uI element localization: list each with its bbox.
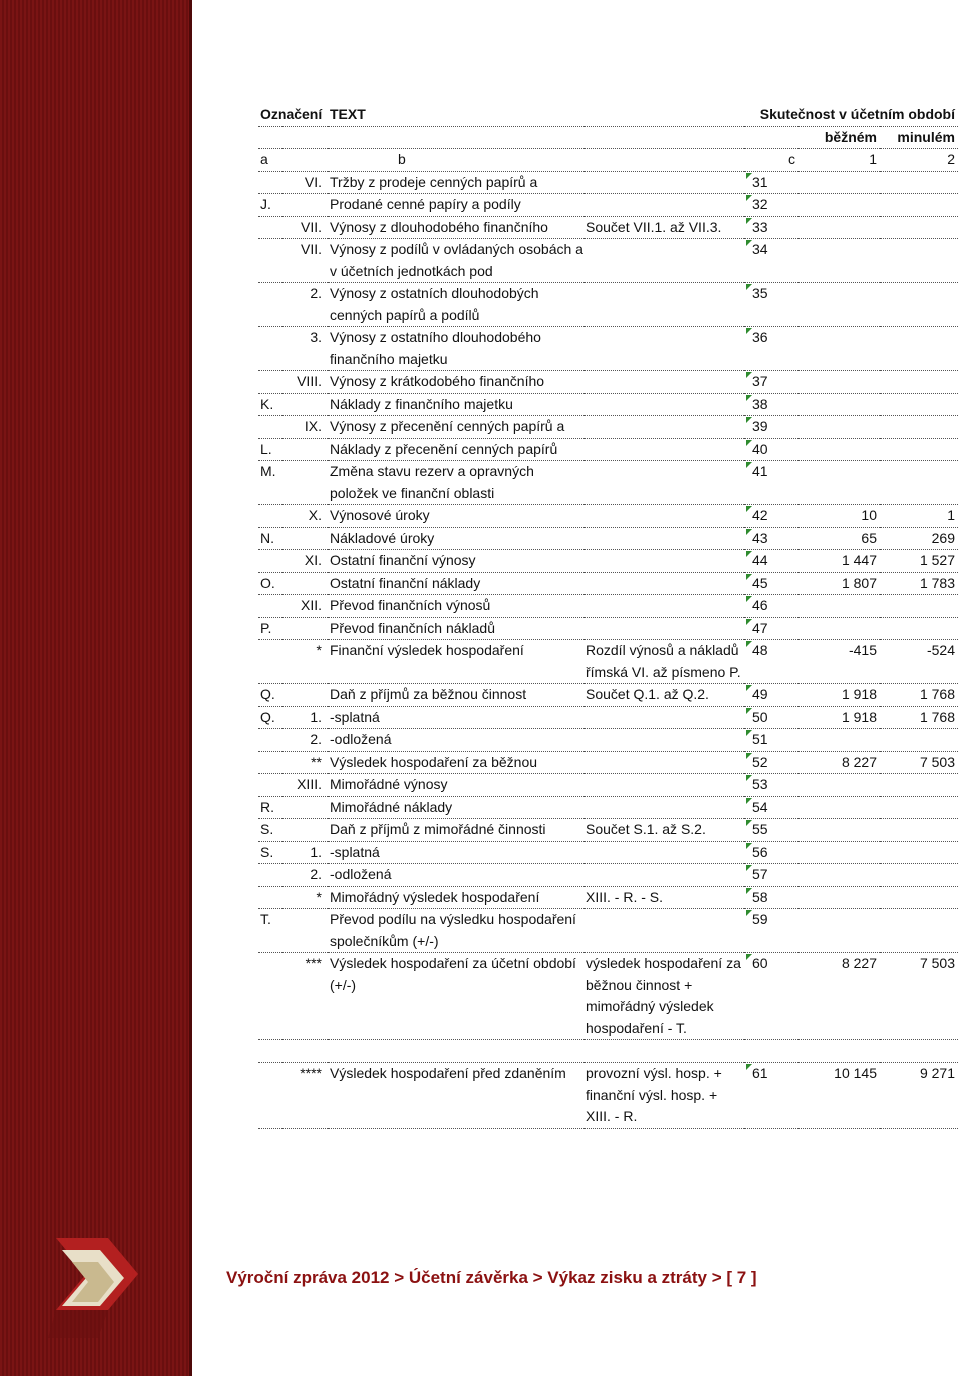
row-text: Výsledek hospodaření před zdaněním [328, 1063, 584, 1129]
row-value-bezne: 1 918 [798, 684, 880, 707]
row-code: 49 [744, 684, 798, 707]
row-formula [584, 595, 744, 618]
row-formula [584, 393, 744, 416]
table-row [258, 505, 958, 528]
row-mark [258, 283, 282, 327]
row-roman: 2. [282, 864, 328, 887]
row-value-bezne: -415 [798, 640, 880, 684]
row-text: Výsledek hospodaření za účetní období (+/-) [328, 953, 584, 1040]
row-formula [584, 239, 744, 283]
row-value-minule: 1 [880, 505, 958, 528]
header-row-periods [258, 126, 958, 149]
row-mark [258, 953, 282, 1040]
row-mark [258, 640, 282, 684]
row-code: 58 [744, 886, 798, 909]
income-statement-table [258, 104, 958, 1129]
row-mark [258, 595, 282, 618]
row-value-bezne: 1 807 [798, 572, 880, 595]
row-mark [258, 729, 282, 752]
row-code: 40 [744, 438, 798, 461]
row-roman [282, 438, 328, 461]
col-skutecnost: Skutečnost v účetním období [744, 104, 958, 126]
row-code: 61 [744, 1063, 798, 1129]
table-row [258, 216, 958, 239]
table-row [258, 841, 958, 864]
row-text: -odložená [328, 729, 584, 752]
row-value-minule [880, 595, 958, 618]
subheader-row [258, 149, 958, 172]
row-value-bezne [798, 327, 880, 371]
row-formula: Součet Q.1. až Q.2. [584, 684, 744, 707]
row-code: 39 [744, 416, 798, 439]
row-mark: M. [258, 461, 282, 505]
row-text: Výsledek hospodaření za běžnou [328, 751, 584, 774]
table-row [258, 886, 958, 909]
row-text: Daň z příjmů z mimořádné činnosti [328, 819, 584, 842]
row-value-bezne [798, 438, 880, 461]
row-mark [258, 1063, 282, 1129]
col-minule: minulém [880, 126, 958, 149]
row-mark: S. [258, 819, 282, 842]
row-formula [584, 527, 744, 550]
row-mark: S. [258, 841, 282, 864]
row-mark: O. [258, 572, 282, 595]
row-value-minule [880, 909, 958, 953]
row-value-bezne [798, 909, 880, 953]
row-value-minule [880, 796, 958, 819]
row-mark: Q. [258, 684, 282, 707]
row-roman: XII. [282, 595, 328, 618]
col-oznaceni: Označení [258, 104, 328, 126]
row-value-bezne [798, 171, 880, 194]
row-roman [282, 194, 328, 217]
row-roman [282, 393, 328, 416]
row-roman: 2. [282, 283, 328, 327]
row-mark: N. [258, 527, 282, 550]
row-code: 35 [744, 283, 798, 327]
row-formula [584, 617, 744, 640]
row-roman [282, 572, 328, 595]
row-formula [584, 416, 744, 439]
row-value-minule: 7 503 [880, 953, 958, 1040]
row-code: 60 [744, 953, 798, 1040]
row-code: 31 [744, 171, 798, 194]
row-code: 33 [744, 216, 798, 239]
table-row [258, 617, 958, 640]
row-roman [282, 909, 328, 953]
row-mark: Q. [258, 706, 282, 729]
row-value-minule [880, 194, 958, 217]
row-value-minule [880, 171, 958, 194]
row-value-bezne [798, 595, 880, 618]
row-roman: * [282, 640, 328, 684]
row-code: 53 [744, 774, 798, 797]
table-row [258, 819, 958, 842]
row-value-bezne: 8 227 [798, 751, 880, 774]
row-text: Výnosy z krátkodobého finančního [328, 371, 584, 394]
row-formula: Součet S.1. až S.2. [584, 819, 744, 842]
table-row [258, 572, 958, 595]
table-row [258, 393, 958, 416]
table-row [258, 416, 958, 439]
row-value-bezne: 10 [798, 505, 880, 528]
row-mark: J. [258, 194, 282, 217]
row-text: Finanční výsledek hospodaření [328, 640, 584, 684]
row-formula [584, 327, 744, 371]
row-value-minule [880, 371, 958, 394]
header-row [258, 104, 958, 126]
table-row [258, 909, 958, 953]
row-value-bezne [798, 416, 880, 439]
sub-1: 1 [798, 149, 880, 172]
row-code: 45 [744, 572, 798, 595]
row-value-minule [880, 283, 958, 327]
row-roman: 1. [282, 706, 328, 729]
row-text: Výnosy z podílů v ovládaných osobách a v účetních jednotkách pod [328, 239, 584, 283]
row-mark [258, 550, 282, 573]
row-text: Výnosy z ostatního dlouhodobého finančního majetku [328, 327, 584, 371]
row-text: Výnosy z přecenění cenných papírů a [328, 416, 584, 439]
income-statement-table-wrap [258, 104, 958, 1129]
row-value-bezne: 10 145 [798, 1063, 880, 1129]
row-text: -splatná [328, 706, 584, 729]
row-formula [584, 729, 744, 752]
row-value-minule [880, 416, 958, 439]
row-roman: X. [282, 505, 328, 528]
row-roman [282, 819, 328, 842]
sub-b: b [328, 149, 744, 172]
row-value-bezne [798, 774, 880, 797]
row-text: Ostatní finanční výnosy [328, 550, 584, 573]
row-value-minule: 1 768 [880, 706, 958, 729]
row-text: Ostatní finanční náklady [328, 572, 584, 595]
row-value-minule: 1 783 [880, 572, 958, 595]
row-value-minule [880, 239, 958, 283]
row-text: -odložená [328, 864, 584, 887]
row-text: Převod podílu na výsledku hospodaření společníkům (+/-) [328, 909, 584, 953]
row-code: 59 [744, 909, 798, 953]
table-row [258, 595, 958, 618]
row-code: 42 [744, 505, 798, 528]
row-text: Náklady z finančního majetku [328, 393, 584, 416]
arrow-logo-icon [48, 1238, 138, 1338]
row-roman: VIII. [282, 371, 328, 394]
row-value-minule [880, 393, 958, 416]
row-mark: R. [258, 796, 282, 819]
table-row [258, 774, 958, 797]
row-formula [584, 438, 744, 461]
row-roman: VI. [282, 171, 328, 194]
row-value-bezne: 1 918 [798, 706, 880, 729]
row-formula [584, 706, 744, 729]
row-value-minule [880, 216, 958, 239]
row-roman [282, 796, 328, 819]
row-roman: 2. [282, 729, 328, 752]
row-value-minule: 1 768 [880, 684, 958, 707]
row-code: 48 [744, 640, 798, 684]
table-row [258, 171, 958, 194]
row-value-bezne [798, 239, 880, 283]
row-mark [258, 371, 282, 394]
row-mark [258, 416, 282, 439]
row-formula [584, 171, 744, 194]
table-row [258, 461, 958, 505]
row-text: Mimořádný výsledek hospodaření [328, 886, 584, 909]
row-value-bezne [798, 194, 880, 217]
sub-2: 2 [880, 149, 958, 172]
row-value-bezne [798, 819, 880, 842]
row-value-minule: -524 [880, 640, 958, 684]
row-roman: 1. [282, 841, 328, 864]
table-row [258, 684, 958, 707]
row-code: 52 [744, 751, 798, 774]
row-text: Tržby z prodeje cenných papírů a [328, 171, 584, 194]
row-code: 38 [744, 393, 798, 416]
row-formula: XIII. - R. - S. [584, 886, 744, 909]
row-value-minule [880, 819, 958, 842]
row-code: 43 [744, 527, 798, 550]
row-code: 32 [744, 194, 798, 217]
table-row [258, 796, 958, 819]
row-text: Mimořádné náklady [328, 796, 584, 819]
row-value-minule [880, 461, 958, 505]
row-formula [584, 194, 744, 217]
row-text: Prodané cenné papíry a podíly [328, 194, 584, 217]
row-value-minule: 269 [880, 527, 958, 550]
table-row [258, 706, 958, 729]
row-formula: Součet VII.1. až VII.3. [584, 216, 744, 239]
row-code: 34 [744, 239, 798, 283]
table-row [258, 1063, 958, 1129]
row-mark: P. [258, 617, 282, 640]
row-value-bezne: 8 227 [798, 953, 880, 1040]
row-mark: K. [258, 393, 282, 416]
row-value-bezne: 65 [798, 527, 880, 550]
table-row [258, 640, 958, 684]
row-text: -splatná [328, 841, 584, 864]
row-roman [282, 527, 328, 550]
row-value-minule [880, 886, 958, 909]
row-mark [258, 216, 282, 239]
table-row [258, 953, 958, 1040]
col-bezne: běžném [798, 126, 880, 149]
row-mark [258, 239, 282, 283]
row-code: 54 [744, 796, 798, 819]
row-text: Výnosy z ostatních dlouhodobých cenných papírů a podílů [328, 283, 584, 327]
row-roman: *** [282, 953, 328, 1040]
row-mark [258, 751, 282, 774]
row-mark: T. [258, 909, 282, 953]
table-row [258, 327, 958, 371]
row-mark [258, 171, 282, 194]
row-code: 47 [744, 617, 798, 640]
row-value-minule [880, 774, 958, 797]
row-text: Daň z příjmů za běžnou činnost [328, 684, 584, 707]
row-text: Výnosy z dlouhodobého finančního [328, 216, 584, 239]
row-text: Změna stavu rezerv a opravných položek ve finanční oblasti [328, 461, 584, 505]
table-row [258, 729, 958, 752]
row-value-bezne [798, 393, 880, 416]
row-formula [584, 841, 744, 864]
row-code: 55 [744, 819, 798, 842]
table-row [258, 194, 958, 217]
table-row [258, 751, 958, 774]
row-mark: L. [258, 438, 282, 461]
row-mark [258, 327, 282, 371]
spacer-row [258, 1040, 958, 1063]
row-formula [584, 751, 744, 774]
row-roman: XI. [282, 550, 328, 573]
row-code: 57 [744, 864, 798, 887]
row-value-minule [880, 327, 958, 371]
row-roman: VII. [282, 216, 328, 239]
row-formula [584, 371, 744, 394]
table-row [258, 371, 958, 394]
row-code: 44 [744, 550, 798, 573]
row-text: Výnosové úroky [328, 505, 584, 528]
row-mark [258, 864, 282, 887]
row-value-bezne [798, 283, 880, 327]
row-value-bezne [798, 729, 880, 752]
row-roman: IX. [282, 416, 328, 439]
row-code: 56 [744, 841, 798, 864]
row-value-bezne [798, 371, 880, 394]
row-code: 51 [744, 729, 798, 752]
row-text: Nákladové úroky [328, 527, 584, 550]
row-text: Převod finančních nákladů [328, 617, 584, 640]
row-roman: XIII. [282, 774, 328, 797]
row-value-minule: 7 503 [880, 751, 958, 774]
row-roman [282, 617, 328, 640]
row-value-bezne [798, 886, 880, 909]
table-row [258, 283, 958, 327]
row-formula [584, 864, 744, 887]
row-mark [258, 886, 282, 909]
row-roman: VII. [282, 239, 328, 283]
row-value-minule: 9 271 [880, 1063, 958, 1129]
row-value-minule [880, 438, 958, 461]
sub-c: c [744, 149, 798, 172]
row-code: 50 [744, 706, 798, 729]
table-row [258, 864, 958, 887]
row-formula [584, 774, 744, 797]
row-code: 41 [744, 461, 798, 505]
row-value-bezne [798, 216, 880, 239]
row-text: Mimořádné výnosy [328, 774, 584, 797]
sub-a: a [258, 149, 328, 172]
row-formula [584, 796, 744, 819]
row-mark [258, 774, 282, 797]
row-value-bezne [798, 796, 880, 819]
table-row [258, 550, 958, 573]
row-roman: **** [282, 1063, 328, 1129]
row-code: 37 [744, 371, 798, 394]
row-formula [584, 572, 744, 595]
row-roman [282, 684, 328, 707]
row-text: Převod finančních výnosů [328, 595, 584, 618]
row-formula: Rozdíl výnosů a nákladů římská VI. až písmeno P. [584, 640, 744, 684]
row-mark [258, 505, 282, 528]
row-value-bezne [798, 864, 880, 887]
row-value-minule [880, 617, 958, 640]
row-roman: * [282, 886, 328, 909]
row-formula: výsledek hospodaření za běžnou činnost + mimořádný výsledek hospodaření - T. [584, 953, 744, 1040]
row-formula [584, 550, 744, 573]
row-formula [584, 909, 744, 953]
row-formula [584, 283, 744, 327]
row-code: 46 [744, 595, 798, 618]
footer-breadcrumb: Výroční zpráva 2012 > Účetní závěrka > Výkaz zisku a ztráty > [ 7 ] [226, 1268, 757, 1287]
row-formula: provozní výsl. hosp. + finanční výsl. hosp. + XIII. - R. [584, 1063, 744, 1129]
row-roman [282, 461, 328, 505]
row-value-minule [880, 864, 958, 887]
table-row [258, 438, 958, 461]
col-text: TEXT [328, 104, 744, 126]
row-value-bezne [798, 461, 880, 505]
table-row [258, 527, 958, 550]
row-value-bezne: 1 447 [798, 550, 880, 573]
row-text: Náklady z přecenění cenných papírů [328, 438, 584, 461]
table-row [258, 239, 958, 283]
row-formula [584, 505, 744, 528]
row-value-minule [880, 841, 958, 864]
row-value-bezne [798, 617, 880, 640]
decorative-sidebar [0, 0, 192, 1376]
row-code: 36 [744, 327, 798, 371]
row-roman: 3. [282, 327, 328, 371]
row-value-minule [880, 729, 958, 752]
row-roman: ** [282, 751, 328, 774]
row-value-minule: 1 527 [880, 550, 958, 573]
row-value-bezne [798, 841, 880, 864]
row-formula [584, 461, 744, 505]
